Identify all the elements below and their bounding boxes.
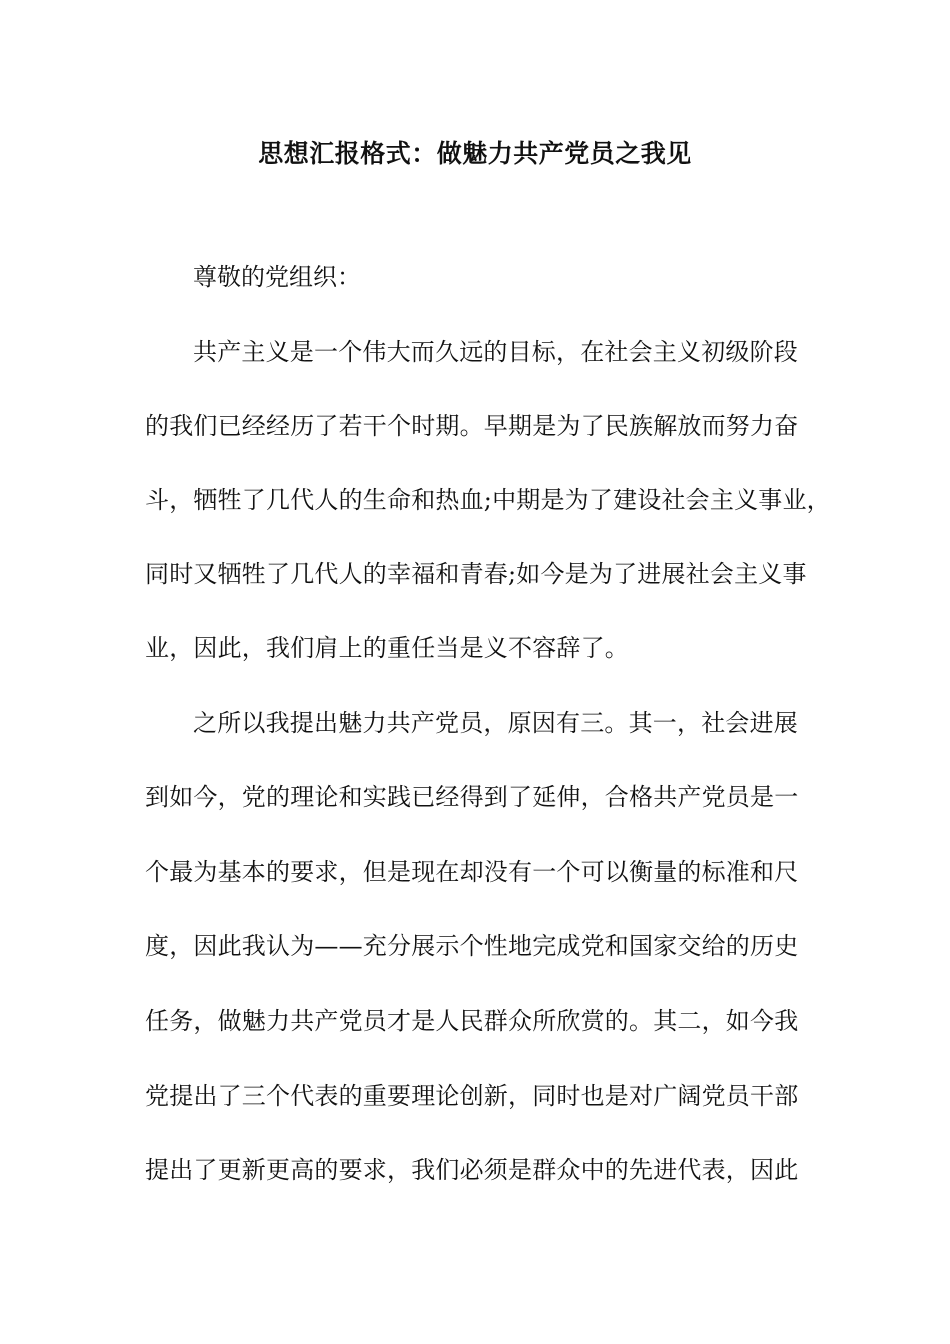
- body-line-9: 度，因此我认为——充分展示个性地完成党和国家交给的历史: [145, 932, 799, 960]
- body-line-5: 业，因此，我们肩上的重任当是义不容辞了。: [145, 634, 629, 662]
- body-line-8: 个最为基本的要求，但是现在却没有一个可以衡量的标准和尺: [145, 858, 799, 886]
- body-line-1: 共产主义是一个伟大而久远的目标，在社会主义初级阶段: [193, 338, 798, 366]
- body-line-4: 同时又牺牲了几代人的幸福和青春;如今是为了进展社会主义事: [145, 560, 807, 588]
- body-line-11: 党提出了三个代表的重要理论创新，同时也是对广阔党员干部: [145, 1082, 799, 1110]
- body-line-10: 任务，做魅力共产党员才是人民群众所欣赏的。其二，如今我: [145, 1007, 799, 1035]
- body-line-7: 到如今，党的理论和实践已经得到了延伸，合格共产党员是一: [145, 783, 799, 811]
- body-line-2: 的我们已经经历了若干个时期。早期是为了民族解放而努力奋: [145, 412, 799, 440]
- body-line-6: 之所以我提出魅力共产党员，原因有三。其一，社会进展: [193, 709, 798, 737]
- body-line-12: 提出了更新更高的要求，我们必须是群众中的先进代表，因此: [145, 1156, 799, 1184]
- body-line-3: 斗，牺牲了几代人的生命和热血;中期是为了建设社会主义事业，: [145, 486, 831, 514]
- document-title: 思想汇报格式：做魅力共产党员之我见: [258, 139, 692, 168]
- salutation: 尊敬的党组织：: [193, 263, 361, 291]
